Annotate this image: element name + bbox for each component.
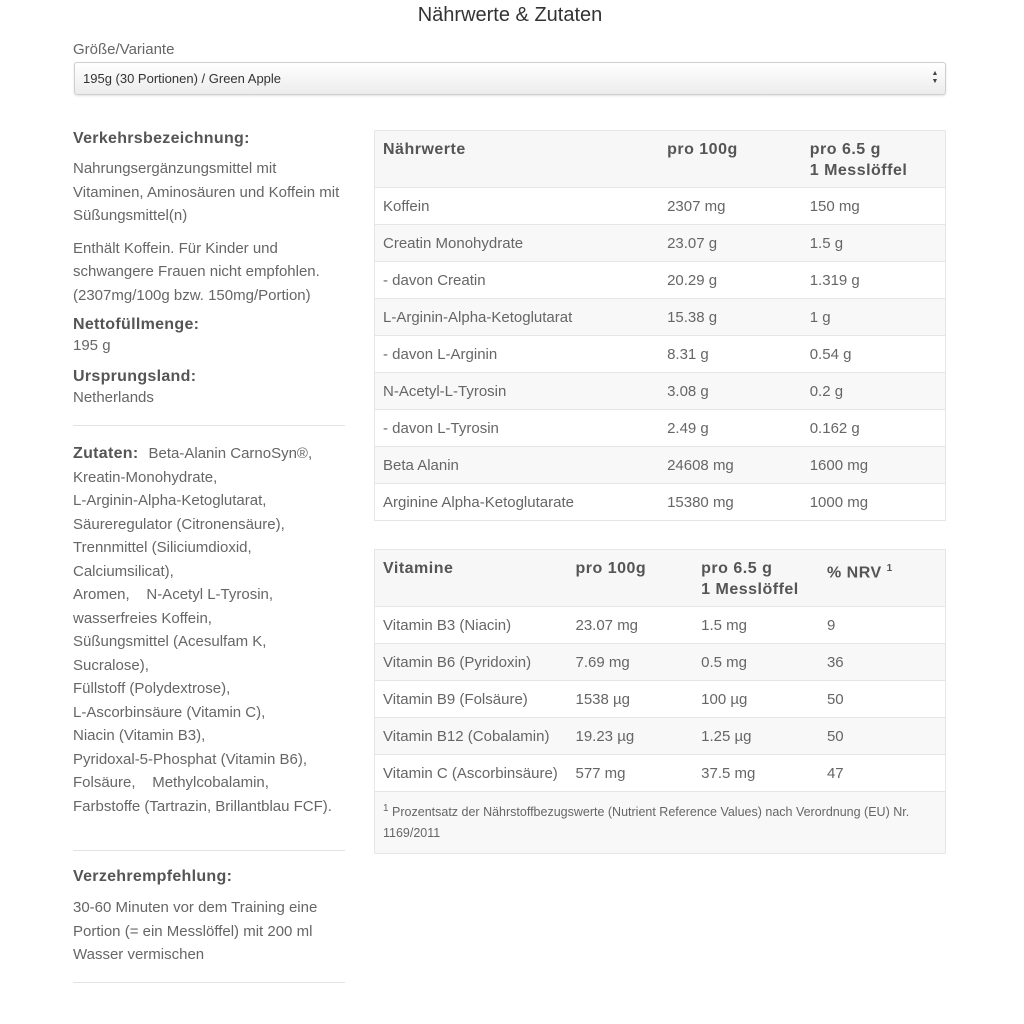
- ingredient-line: Kreatin-Monohydrate,: [73, 468, 218, 486]
- table-row: Arginine Alpha-Ketoglutarate 15380 mg 1000 mg: [375, 484, 946, 521]
- origin-value: Netherlands: [73, 388, 154, 406]
- net-quantity-label: Nettofüllmenge:: [73, 316, 200, 333]
- table-row: - davon L-Tyrosin 2.49 g 0.162 g: [375, 410, 946, 447]
- nutrients-table: [374, 130, 946, 521]
- sales-name-label: Verkehrsbezeichnung:: [73, 130, 250, 147]
- table-row: - davon Creatin 20.29 g 1.319 g: [375, 262, 946, 299]
- table-row: Vitamin B3 (Niacin) 23.07 mg 1.5 mg 9: [375, 607, 946, 644]
- ingredient-line: L-Ascorbinsäure (Vitamin C),: [73, 703, 266, 721]
- table-row: - davon L-Arginin 8.31 g 0.54 g: [375, 336, 946, 373]
- column-header: pro 6.5 g 1 Messlöffel: [802, 131, 946, 188]
- ingredient-line: wasserfreies Koffein,: [73, 609, 212, 627]
- caffeine-warning: Enthält Koffein. Für Kinder und schwangere Frauen nicht empfohlen. (2307mg/100g bzw. 150mg/Portion): [73, 239, 320, 304]
- usage-text: 30-60 Minuten vor dem Training eine Portion (= ein Messlöffel) mit 200 ml Wasser vermischen: [73, 899, 318, 963]
- divider: [73, 850, 345, 851]
- ingredient-line: Trennmittel (Siliciumdioxid,: [73, 539, 252, 556]
- column-header: Vitamine: [375, 550, 568, 607]
- page-title: Nährwerte & Zutaten: [417, 4, 603, 26]
- usage-label: Verzehrempfehlung:: [73, 868, 233, 885]
- net-quantity-value: 195 g: [73, 337, 111, 354]
- select-arrows-icon: ▲ ▼: [931, 70, 939, 85]
- table-row: N-Acetyl-L-Tyrosin 3.08 g 0.2 g: [375, 373, 946, 410]
- footnote: $^1$ Prozentsatz der Nährstoffbezugswerte (Nutrient Reference Values) nach Verordnung (EU) Nr. 1169/2011: [375, 792, 946, 854]
- vitamins-table: [374, 549, 946, 854]
- ingredient-line: Aromen, N-Acetyl L-Tyrosin,: [73, 586, 274, 603]
- ingredient-line: Füllstoff (Polydextrose),: [73, 680, 231, 697]
- ingredient-line: Calciumsilicat),: [73, 562, 174, 580]
- ingredient-line: Folsäure, Methylcobalamin,: [73, 774, 269, 791]
- column-header: pro 100g: [567, 550, 693, 607]
- sales-name-text: Nahrungsergänzungsmittel mit Vitaminen, Aminosäuren und Koffein mit Süßungsmittel(n): [73, 160, 340, 224]
- ingredients-block: [73, 442, 345, 818]
- table-row: Vitamin C (Ascorbinsäure) 577 mg 37.5 mg 47: [375, 755, 946, 792]
- table-header-row: [375, 131, 946, 188]
- footnote-row: [375, 792, 946, 854]
- variant-select[interactable]: [74, 62, 946, 95]
- column-header: % NRV $^1$: [819, 550, 946, 607]
- divider: [73, 425, 345, 426]
- table-row: L-Arginin-Alpha-Ketoglutarat 15.38 g 1 g: [375, 299, 946, 336]
- ingredient-line: Farbstoffe (Tartrazin, Brillantblau FCF).: [73, 797, 332, 815]
- column-header: pro 100g: [659, 131, 802, 188]
- divider: [73, 982, 345, 983]
- product-info-column: [73, 128, 345, 983]
- table-row: Koffein 2307 mg 150 mg: [375, 188, 946, 225]
- ingredient-line: L-Arginin-Alpha-Ketoglutarat,: [73, 492, 267, 509]
- ingredients-label: Zutaten:: [73, 445, 139, 462]
- table-row: Vitamin B12 (Cobalamin) 19.23 µg 1.25 µg 50: [375, 718, 946, 755]
- footnote-marker: 1: [886, 563, 893, 574]
- variant-label: Größe/Variante: [73, 41, 175, 58]
- table-row: Creatin Monohydrate 23.07 g 1.5 g: [375, 225, 946, 262]
- column-header: pro 6.5 g 1 Messlöffel: [693, 550, 819, 607]
- table-row: Vitamin B6 (Pyridoxin) 7.69 mg 0.5 mg 36: [375, 644, 946, 681]
- ingredient-line: Niacin (Vitamin B3),: [73, 727, 206, 744]
- ingredient-line: Säureregulator (Citronensäure),: [73, 515, 285, 533]
- ingredient-line: Sucralose),: [73, 656, 149, 674]
- column-header: Nährwerte: [375, 131, 660, 188]
- ingredient-line: Pyridoxal-5-Phosphat (Vitamin B6),: [73, 750, 307, 768]
- variant-selected-value: 195g (30 Portionen) / Green Apple: [83, 71, 282, 86]
- ingredient-line: Beta-Alanin CarnoSyn®,: [148, 445, 313, 462]
- ingredient-line: Süßungsmittel (Acesulfam K,: [73, 633, 267, 650]
- table-row: Vitamin B9 (Folsäure) 1538 µg 100 µg 50: [375, 681, 946, 718]
- origin-label: Ursprungsland:: [73, 367, 197, 385]
- table-row: Beta Alanin 24608 mg 1600 mg: [375, 447, 946, 484]
- table-header-row: [375, 550, 946, 607]
